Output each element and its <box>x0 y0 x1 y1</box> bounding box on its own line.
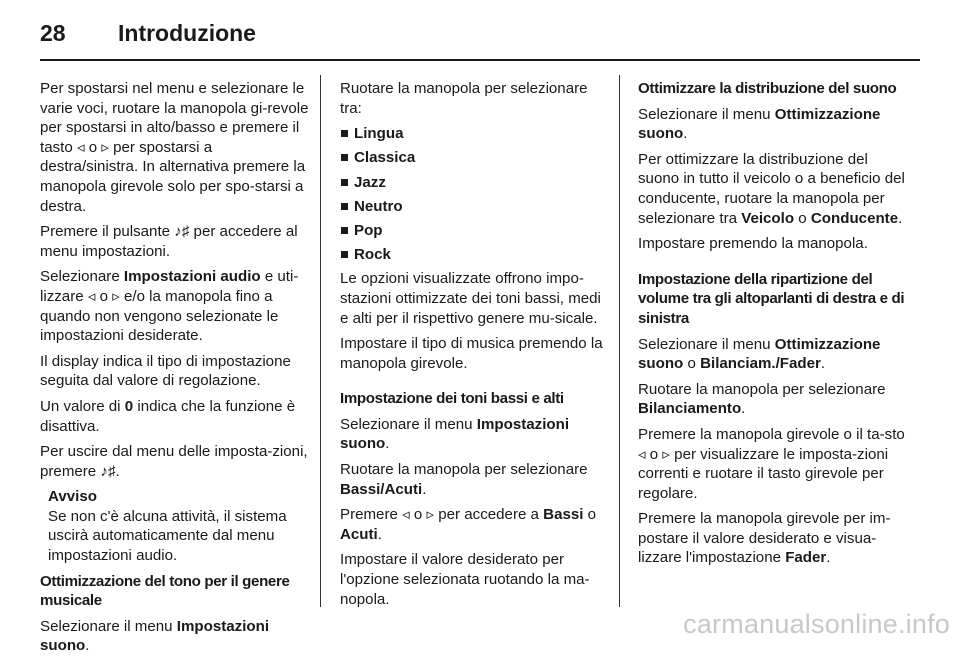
list-item: Classica <box>340 148 610 168</box>
note-text: Se non c'è alcuna attività, il sistema uscirà automaticamente dal menu impostazioni audio. <box>48 507 287 565</box>
paragraph: Un valore di 0 indica che la funzione è disattiva. <box>40 397 296 435</box>
paragraph: Per ottimizzare la distribuzione del suono in tutto il veicolo o a beneficio del conducente, ruotare la manopola per selezionare tra Veicolo o Conducente. <box>638 150 905 227</box>
paragraph: Impostare il valore desiderato per l'opzione selezionata ruotando la ma-nopola. <box>340 551 590 608</box>
column-divider <box>619 75 620 607</box>
column-divider <box>320 75 321 607</box>
page-title: Introduzione <box>118 20 256 46</box>
list-item: Lingua <box>340 124 610 144</box>
column-1 <box>40 79 310 662</box>
left-arrow-icon: ◃ <box>87 287 96 305</box>
note-title: Avviso <box>48 488 97 506</box>
paragraph: Ruotare la manopola per selezionare Bassi/Acuti. <box>340 461 588 498</box>
paragraph: Impostare il tipo di musica premendo la manopola girevole. <box>340 335 603 372</box>
left-arrow-icon: ◃ <box>76 138 85 156</box>
paragraph: Ruotare la manopola per selezionare tra: <box>340 80 588 117</box>
paragraph: Ruotare la manopola per selezionare Bilanciamento. <box>638 380 886 418</box>
section-heading: Impostazione della ripartizione del volume tra gli altoparlanti di destra e di sinistra <box>638 270 905 327</box>
list-item: Rock <box>340 245 610 265</box>
paragraph: Per spostarsi nel menu e selezionare le varie voci, ruotare la manopola gi-revole per spostarsi in alto/basso e premere il tasto ◃ o ▹ per spostarsi a destra/sinistra. In alternativa premere la manopola girevole solo per spo-starsi a destra. <box>40 80 309 215</box>
right-arrow-icon: ▹ <box>662 445 670 463</box>
paragraph: Selezionare Impostazioni audio e uti-lizzare ◃ o ▹ e/o la manopola fino a quando non vengono selezionate le impostazioni desiderate. <box>40 268 299 345</box>
paragraph: Premere la manopola girevole o il ta-sto ◃ o ▹ per visualizzare le imposta-zioni correnti e ruotare il tasto girevole per regolare. <box>638 425 905 502</box>
watermark: carmanualsonline.info <box>683 609 950 639</box>
sound-settings-icon: ♪♯ <box>100 462 116 480</box>
list-item: Jazz <box>340 173 610 193</box>
paragraph: Il display indica il tipo di impostazione seguita dal valore di regolazione. <box>40 352 291 390</box>
paragraph: Le opzioni visualizzate offrono impo-stazioni ottimizzate dei toni bassi, medi e alti per il rispettivo genere mu-sicale. <box>340 270 601 327</box>
paragraph: Premere ◃ o ▹ per accedere a Bassi o Acuti. <box>340 506 597 543</box>
page-header <box>40 12 920 64</box>
right-arrow-icon: ▹ <box>101 138 109 156</box>
paragraph: Selezionare il menu Ottimizzazione suono o Bilanciam./Fader. <box>638 335 881 373</box>
right-arrow-icon: ▹ <box>426 506 435 524</box>
right-arrow-icon: ▹ <box>112 287 120 305</box>
section-heading: Ottimizzare la distribuzione del suono <box>638 80 897 97</box>
paragraph: Selezionare il menu Ottimizzazione suono. <box>638 105 881 143</box>
list-item: Neutro <box>340 197 610 217</box>
paragraph: Premere la manopola girevole per im-postare il valore desiderato e visua-lizzare l'impostazione Fader. <box>638 510 891 567</box>
section-heading: Impostazione dei toni bassi e alti <box>340 390 564 408</box>
paragraph: Premere il pulsante ♪♯ per accedere al menu impostazioni. <box>40 223 298 260</box>
paragraph: Selezionare il menu Impostazioni suono. <box>340 415 570 453</box>
paragraph: Selezionare il menu Impostazioni suono. <box>40 617 270 655</box>
paragraph: Per uscire dal menu delle imposta-zioni, premere ♪♯. <box>40 443 308 480</box>
genre-list <box>340 124 610 265</box>
paragraph: Impostare premendo la manopola. <box>638 235 868 253</box>
list-item: Pop <box>340 221 610 241</box>
note-box <box>40 487 310 565</box>
sound-settings-icon: ♪♯ <box>174 223 190 241</box>
column-2 <box>340 79 610 615</box>
left-arrow-icon: ◃ <box>402 506 410 524</box>
left-arrow-icon: ◃ <box>638 445 646 463</box>
header-rule <box>40 59 920 61</box>
column-3 <box>638 79 908 574</box>
section-heading: Ottimizzazione del tono per il genere musicale <box>40 572 290 610</box>
page-number: 28 <box>40 20 66 46</box>
